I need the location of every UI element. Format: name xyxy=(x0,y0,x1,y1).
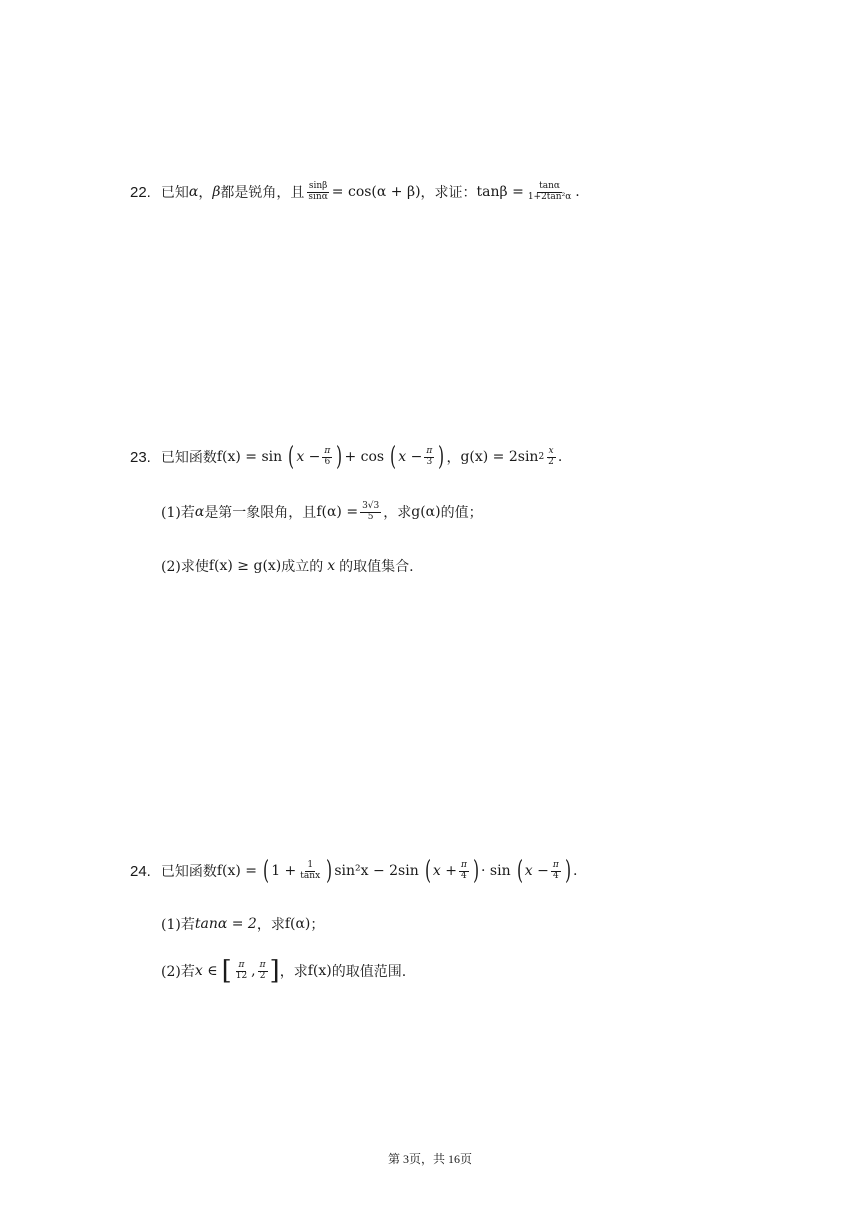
left-paren: ( xyxy=(516,856,523,886)
problem-number: 24. xyxy=(130,862,151,880)
problem-text: 成立的 xyxy=(281,559,324,575)
fraction-numerator: x xyxy=(548,446,554,457)
problem-24-part-2 xyxy=(161,958,406,984)
math-symbol: β xyxy=(212,184,221,200)
math-expression: x + xyxy=(432,863,457,879)
math-symbol: α xyxy=(194,504,205,520)
problem-text: 的取值集合. xyxy=(339,559,414,575)
math-expression: g(α) xyxy=(411,504,441,520)
math-expression: x ∈ xyxy=(194,963,218,979)
problem-text: 的值； xyxy=(440,505,483,521)
problem-22 xyxy=(130,182,580,202)
fraction xyxy=(424,447,434,467)
fraction-denominator: 6 xyxy=(324,456,331,467)
math-expression: x − xyxy=(524,863,549,879)
math-expression: f(x) = xyxy=(216,863,258,879)
problem-23 xyxy=(130,444,562,470)
fraction-denominator: tanx xyxy=(300,870,321,881)
problem-number: 22. xyxy=(130,183,151,201)
right-paren: ) xyxy=(336,442,343,472)
right-paren: ) xyxy=(438,442,445,472)
fraction-denominator: sinα xyxy=(308,191,328,202)
punctuation: . xyxy=(557,449,563,465)
fraction-denominator: 2 xyxy=(259,970,266,981)
problem-text: ，求证： xyxy=(420,185,477,201)
problem-24 xyxy=(130,858,577,884)
math-expression: f(x) xyxy=(307,963,332,979)
fraction-numerator: π xyxy=(426,446,433,457)
math-symbol: x xyxy=(327,558,336,574)
left-paren: ( xyxy=(263,856,270,886)
problem-23-part-1 xyxy=(161,502,483,522)
punctuation: ； xyxy=(310,917,325,933)
punctuation: ， xyxy=(446,450,461,466)
fraction-numerator: π xyxy=(238,960,245,971)
fraction xyxy=(551,861,561,881)
fraction xyxy=(234,961,249,981)
math-expression: g(x) = 2sin xyxy=(460,449,539,465)
right-bracket: ] xyxy=(269,956,280,986)
problem-text: 已知函数 xyxy=(160,450,217,466)
part-label: (2)若 xyxy=(161,964,195,980)
part-label: (2)求使 xyxy=(161,559,209,575)
problem-text: 的取值范围. xyxy=(331,964,407,980)
math-expression: · sin xyxy=(481,863,511,879)
problem-text: ，求 xyxy=(279,964,308,980)
problem-number: 23. xyxy=(130,448,151,466)
fraction-denominator: 4 xyxy=(461,870,467,881)
right-paren: ) xyxy=(326,856,333,886)
fraction-numerator: π xyxy=(552,860,559,871)
punctuation: . xyxy=(572,863,578,879)
right-paren: ) xyxy=(472,856,479,886)
problem-text: 是第一象限角，且 xyxy=(204,505,317,521)
problem-text: ， xyxy=(198,185,213,201)
math-expression: tanβ = xyxy=(476,184,524,200)
fraction-denominator: 5 xyxy=(367,511,374,522)
fraction-denominator: 2 xyxy=(548,456,554,467)
math-expression: = cos(α + β) xyxy=(331,184,421,200)
fraction-denominator: 1+2tan²α xyxy=(527,191,572,202)
math-expression: f(α) = xyxy=(316,504,359,520)
math-expression: f(x) = sin xyxy=(216,449,283,465)
fraction-numerator: 3√3 xyxy=(362,501,380,512)
fraction xyxy=(546,447,556,467)
part-label: (1)若 xyxy=(161,505,195,521)
fraction xyxy=(298,861,322,881)
left-paren: ( xyxy=(424,856,431,886)
fraction xyxy=(322,447,332,467)
part-label: (1)若 xyxy=(161,917,195,933)
punctuation: . xyxy=(575,184,580,200)
fraction-numerator: 1 xyxy=(307,860,314,871)
fraction-denominator: 3 xyxy=(426,456,433,467)
fraction-numerator: π xyxy=(460,860,467,871)
page-footer: 第 3页，共 16页 xyxy=(387,1152,472,1166)
left-paren: ( xyxy=(288,442,295,472)
left-paren: ( xyxy=(390,442,397,472)
fraction xyxy=(258,961,268,981)
math-symbol: α xyxy=(188,184,199,200)
problem-23-part-2 xyxy=(161,556,414,576)
exponent: 2 xyxy=(538,452,545,462)
problem-24-part-1 xyxy=(161,914,324,934)
fraction-numerator: sinβ xyxy=(308,181,328,192)
problem-text: 都是锐角，且 xyxy=(220,185,305,201)
math-expression: tanα = 2 xyxy=(194,916,257,932)
fraction-numerator: π xyxy=(324,446,331,457)
fraction-denominator: 4 xyxy=(552,870,559,881)
comma: , xyxy=(251,963,256,979)
fraction-numerator: π xyxy=(259,960,266,971)
math-expression: f(x) ≥ g(x) xyxy=(208,558,282,574)
problem-text: 已知 xyxy=(160,185,189,201)
math-expression: f(α) xyxy=(284,916,311,932)
problem-text: ，求 xyxy=(256,917,285,933)
math-expression: x − xyxy=(398,449,423,465)
fraction xyxy=(459,861,469,881)
math-expression: + cos xyxy=(344,449,385,465)
math-expression: sin²x − 2sin xyxy=(334,863,419,879)
fraction xyxy=(526,182,573,202)
fraction xyxy=(306,182,329,202)
fraction-denominator: 12 xyxy=(235,970,248,981)
fraction xyxy=(360,502,381,522)
math-expression: x − xyxy=(296,449,321,465)
left-bracket: [ xyxy=(221,956,232,986)
problem-text: 已知函数 xyxy=(160,864,217,880)
fraction-numerator: tanα xyxy=(539,181,560,192)
problem-text: ，求 xyxy=(383,505,412,521)
math-expression: 1 + xyxy=(271,863,297,879)
right-paren: ) xyxy=(564,856,571,886)
